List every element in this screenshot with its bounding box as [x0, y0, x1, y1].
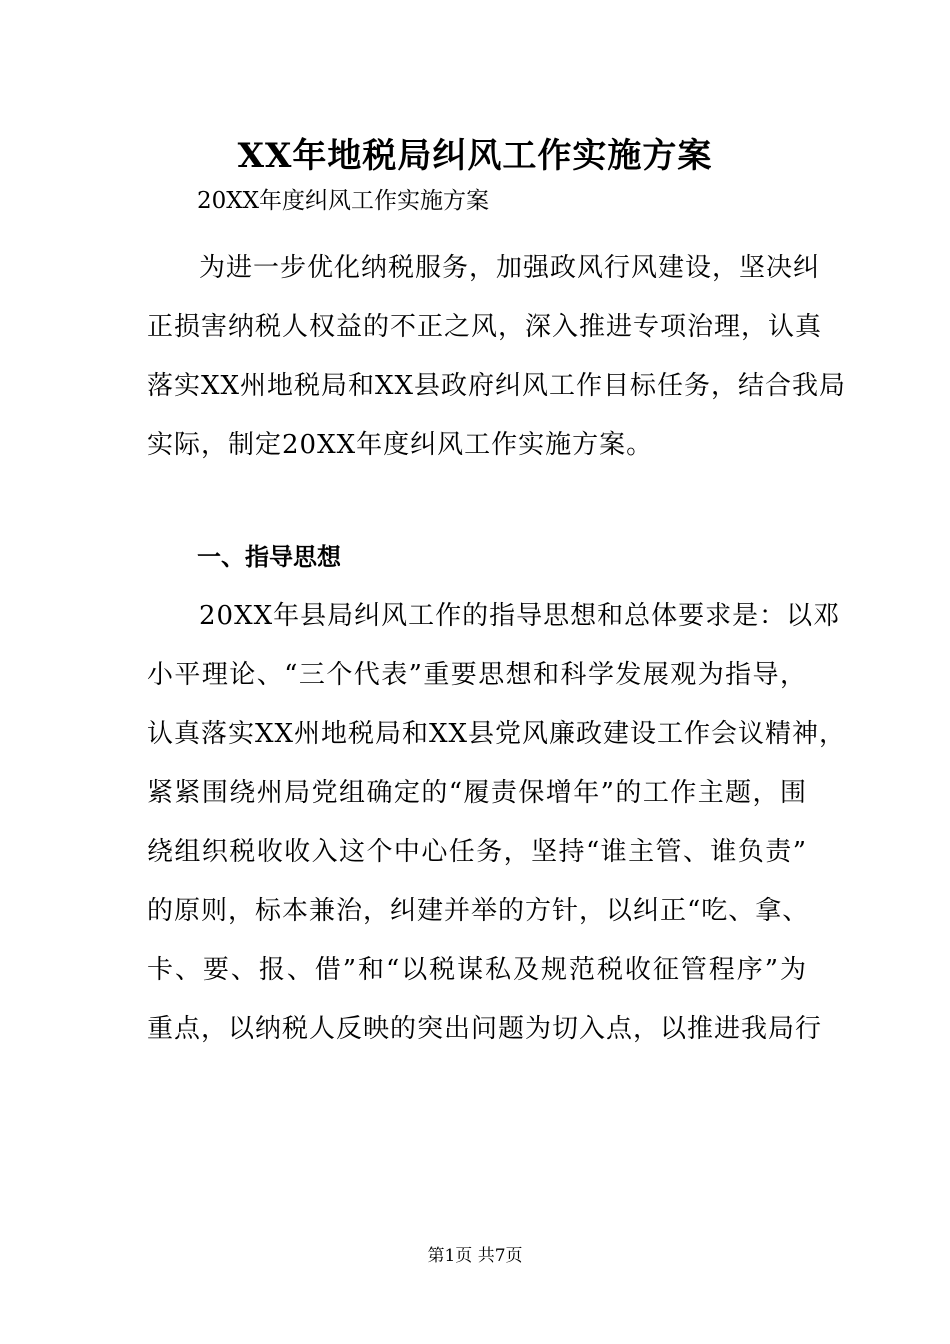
- section-heading: 一、指导思想: [197, 543, 341, 571]
- document-subtitle: 20XX年度纠风工作实施方案: [197, 188, 490, 214]
- paragraph-line: 的原则，标本兼治，纠建并举的方针，以纠正“吃、拿、: [147, 896, 810, 926]
- paragraph-line: 重点，以纳税人反映的突出问题为切入点，以推进我局行: [147, 1014, 823, 1044]
- paragraph-line: 绕组织税收收入这个中心任务，坚持“谁主管、谁负责”: [147, 837, 807, 867]
- paragraph-line: 紧紧围绕州局党组确定的“履责保增年”的工作主题，围: [147, 778, 807, 808]
- paragraph-line: 认真落实XX州地税局和XX县党风廉政建设工作会议精神，: [147, 719, 847, 749]
- document-title: XX年地税局纠风工作实施方案: [237, 136, 713, 176]
- paragraph-line: 落实XX州地税局和XX县政府纠风工作目标任务，结合我局: [147, 371, 847, 401]
- paragraph-line: 20XX年县局纠风工作的指导思想和总体要求是：以邓: [199, 601, 841, 631]
- paragraph-line: 为进一步优化纳税服务，加强政风行风建设，坚决纠: [199, 253, 821, 283]
- paragraph-line: 正损害纳税人权益的不正之风，深入推进专项治理，认真: [147, 312, 823, 342]
- paragraph-intro: [147, 239, 847, 475]
- page-footer: 第1页 共7页: [427, 1246, 523, 1266]
- paragraph-line: 卡、要、报、借”和“以税谋私及规范税收征管程序”为: [147, 955, 807, 985]
- paragraph-line: 实际，制定20XX年度纠风工作实施方案。: [147, 430, 654, 460]
- paragraph-guiding-thought: [147, 587, 847, 1059]
- paragraph-line: 小平理论、“三个代表”重要思想和科学发展观为指导，: [147, 660, 807, 690]
